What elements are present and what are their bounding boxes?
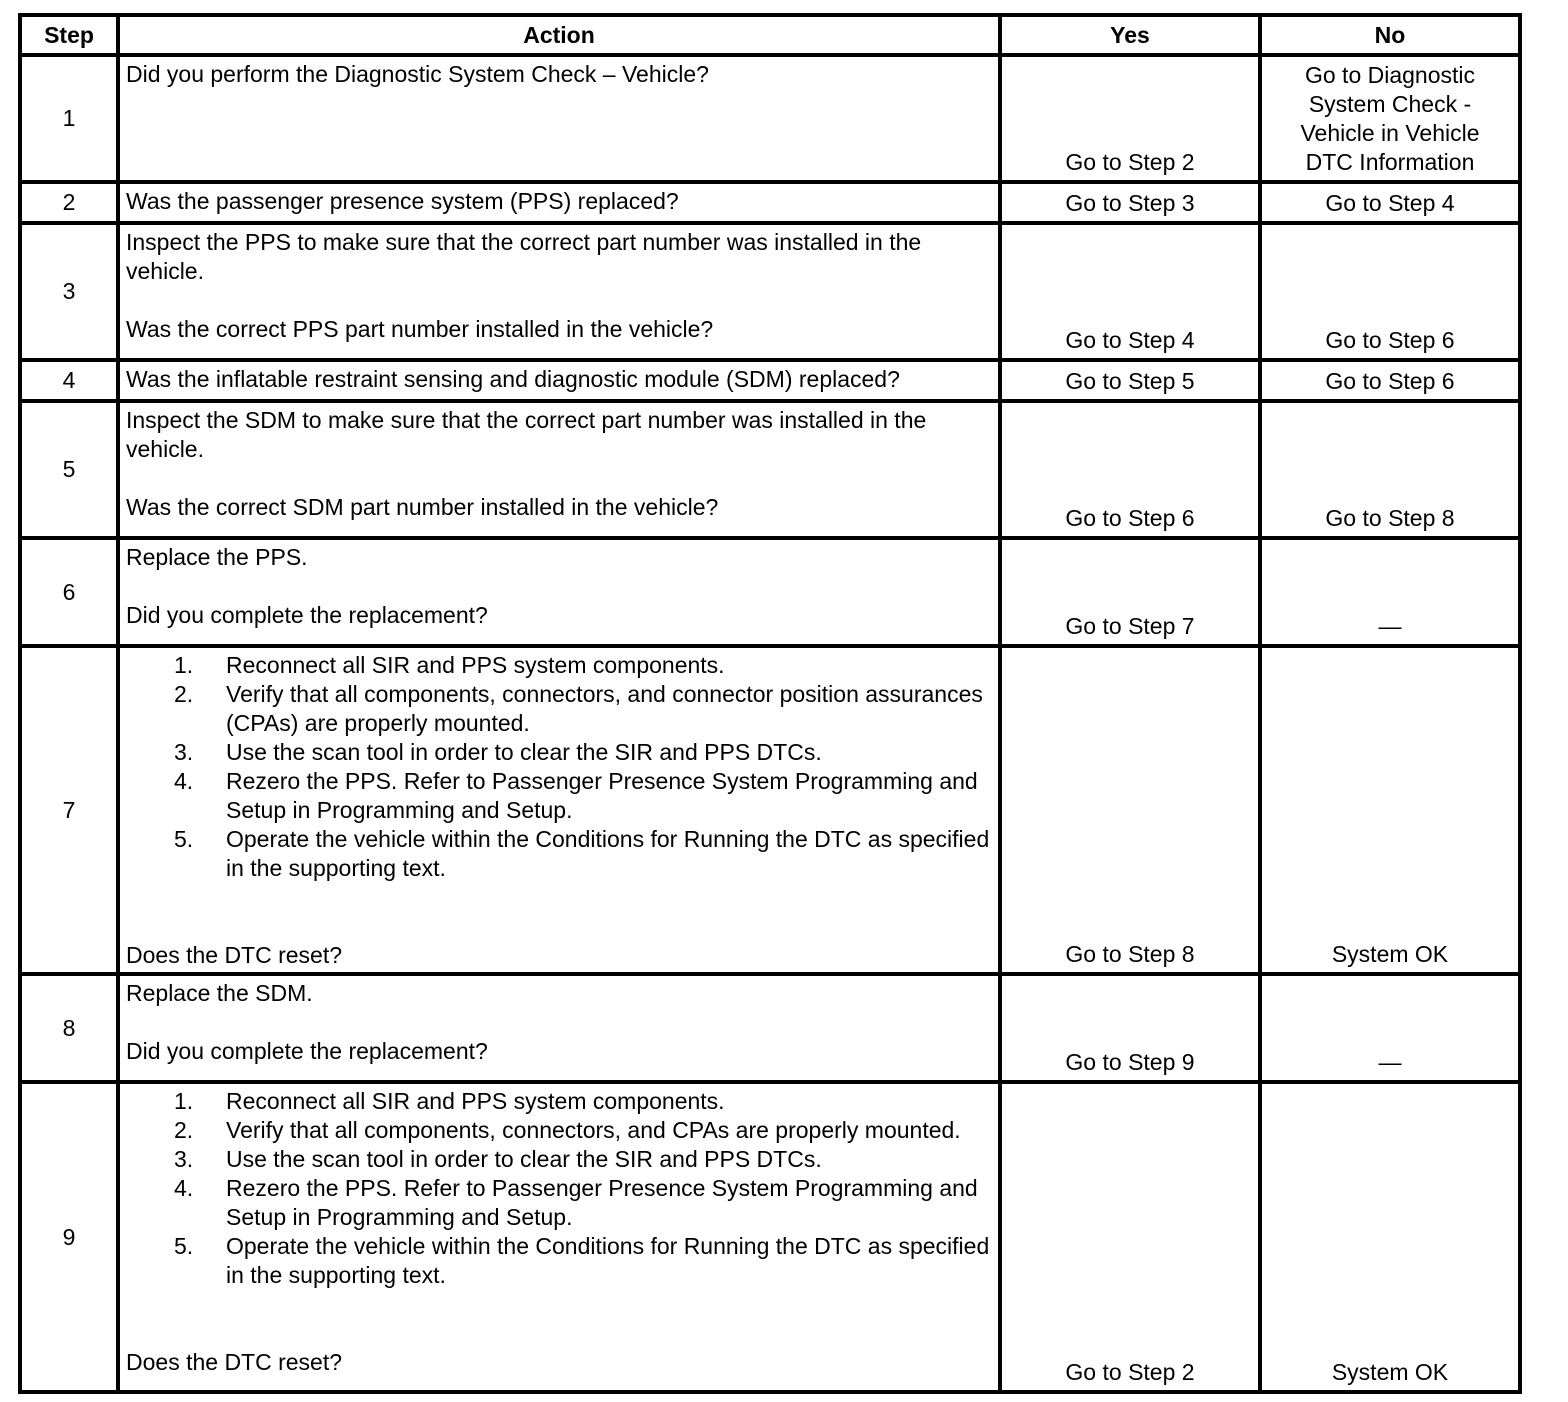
no-cell: Go to Step 6 xyxy=(1260,223,1520,360)
table-row xyxy=(20,974,1520,1082)
action-cell xyxy=(118,1082,1000,1392)
yes-cell: Go to Step 6 xyxy=(1000,401,1260,538)
action-question: Did you complete the replacement? xyxy=(126,602,488,628)
list-text: Reconnect all SIR and PPS system components. xyxy=(226,1088,725,1114)
yes-cell: Go to Step 5 xyxy=(1000,360,1260,401)
list-item xyxy=(126,1116,992,1145)
no-line: Go to Diagnostic xyxy=(1304,62,1476,88)
action-text: Was the passenger presence system (PPS) replaced? xyxy=(118,182,1000,223)
action-question: Does the DTC reset? xyxy=(126,1349,343,1375)
list-number: 1. xyxy=(174,1088,194,1114)
table-row xyxy=(20,360,1520,401)
step-number: 6 xyxy=(20,538,118,646)
list-number: 4. xyxy=(174,1175,194,1201)
step-number: 3 xyxy=(20,223,118,360)
header-row xyxy=(20,15,1520,55)
action-cell xyxy=(118,538,1000,646)
action-text: Replace the SDM. xyxy=(126,980,313,1006)
action-cell xyxy=(118,223,1000,360)
no-cell: Go to Step 4 xyxy=(1260,182,1520,223)
no-cell: Go to Step 8 xyxy=(1260,401,1520,538)
no-cell: — xyxy=(1260,974,1520,1082)
step-number: 9 xyxy=(20,1082,118,1392)
action-text: Did you perform the Diagnostic System Check – Vehicle? xyxy=(126,61,709,87)
no-line: Vehicle in Vehicle xyxy=(1300,120,1480,146)
list-text: Use the scan tool in order to clear the SIR and PPS DTCs. xyxy=(226,1146,822,1172)
yes-cell: Go to Step 7 xyxy=(1000,538,1260,646)
action-question: Did you complete the replacement? xyxy=(126,1038,488,1064)
list-number: 2. xyxy=(174,1117,194,1143)
list-number: 2. xyxy=(174,681,194,707)
step-number: 7 xyxy=(20,646,118,974)
action-text: Replace the PPS. xyxy=(126,544,308,570)
action-text: Inspect the SDM to make sure that the correct part number was installed in the vehicle. xyxy=(126,407,927,462)
step-number: 4 xyxy=(20,360,118,401)
list-item xyxy=(126,1087,992,1116)
list-text: Rezero the PPS. Refer to Passenger Presence System Programming and Setup in Programming and Setup. xyxy=(226,1175,978,1230)
list-number: 5. xyxy=(174,1233,194,1259)
yes-cell: Go to Step 2 xyxy=(1000,55,1260,182)
list-number: 1. xyxy=(174,652,194,678)
table-row xyxy=(20,538,1520,646)
diagnostic-table xyxy=(18,13,1522,1394)
list-text: Use the scan tool in order to clear the SIR and PPS DTCs. xyxy=(226,739,822,765)
action-cell xyxy=(118,646,1000,974)
yes-cell: Go to Step 8 xyxy=(1000,646,1260,974)
action-question: Does the DTC reset? xyxy=(126,942,343,968)
header-step: Step xyxy=(20,15,118,55)
step-number: 8 xyxy=(20,974,118,1082)
list-text: Rezero the PPS. Refer to Passenger Presence System Programming and Setup in Programming and Setup. xyxy=(226,768,978,823)
table-row xyxy=(20,1082,1520,1392)
list-number: 5. xyxy=(174,826,194,852)
list-number: 3. xyxy=(174,739,194,765)
no-cell: Go to Step 6 xyxy=(1260,360,1520,401)
header-action: Action xyxy=(118,15,1000,55)
table-row xyxy=(20,646,1520,974)
list-text: Verify that all components, connectors, and CPAs are properly mounted. xyxy=(226,1117,961,1143)
table-row xyxy=(20,401,1520,538)
table-row xyxy=(20,55,1520,182)
table-row xyxy=(20,223,1520,360)
action-text: Inspect the PPS to make sure that the correct part number was installed in the vehicle. xyxy=(126,229,922,284)
step-number: 1 xyxy=(20,55,118,182)
list-item xyxy=(126,1174,992,1232)
header-no: No xyxy=(1260,15,1520,55)
header-yes: Yes xyxy=(1000,15,1260,55)
diagnostic-table-frame xyxy=(18,13,1522,1394)
action-text: Was the inflatable restraint sensing and diagnostic module (SDM) replaced? xyxy=(118,360,1000,401)
list-text: Operate the vehicle within the Conditions for Running the DTC as specified in the supporting text. xyxy=(226,826,990,881)
list-text: Reconnect all SIR and PPS system components. xyxy=(226,652,725,678)
list-number: 3. xyxy=(174,1146,194,1172)
list-text: Verify that all components, connectors, and connector position assurances (CPAs) are properly mounted. xyxy=(226,681,983,736)
yes-cell: Go to Step 4 xyxy=(1000,223,1260,360)
no-cell: — xyxy=(1260,538,1520,646)
list-text: Operate the vehicle within the Conditions for Running the DTC as specified in the supporting text. xyxy=(226,1233,990,1288)
list-item xyxy=(126,680,992,738)
action-cell xyxy=(118,974,1000,1082)
list-item xyxy=(126,1232,992,1290)
procedure-list xyxy=(126,1087,992,1290)
no-cell xyxy=(1260,55,1520,182)
list-item xyxy=(126,825,992,883)
list-item xyxy=(126,767,992,825)
list-item xyxy=(126,1145,992,1174)
action-cell xyxy=(118,55,1000,182)
no-cell: System OK xyxy=(1260,646,1520,974)
action-cell xyxy=(118,401,1000,538)
list-item xyxy=(126,738,992,767)
yes-cell: Go to Step 9 xyxy=(1000,974,1260,1082)
list-item xyxy=(126,651,992,680)
yes-cell: Go to Step 3 xyxy=(1000,182,1260,223)
no-line: DTC Information xyxy=(1305,149,1475,175)
no-cell: System OK xyxy=(1260,1082,1520,1392)
no-line: System Check - xyxy=(1308,91,1472,117)
yes-cell: Go to Step 2 xyxy=(1000,1082,1260,1392)
action-question: Was the correct PPS part number installed in the vehicle? xyxy=(126,316,714,342)
list-number: 4. xyxy=(174,768,194,794)
procedure-list xyxy=(126,651,992,883)
step-number: 2 xyxy=(20,182,118,223)
table-row xyxy=(20,182,1520,223)
step-number: 5 xyxy=(20,401,118,538)
action-question: Was the correct SDM part number installed in the vehicle? xyxy=(126,494,719,520)
